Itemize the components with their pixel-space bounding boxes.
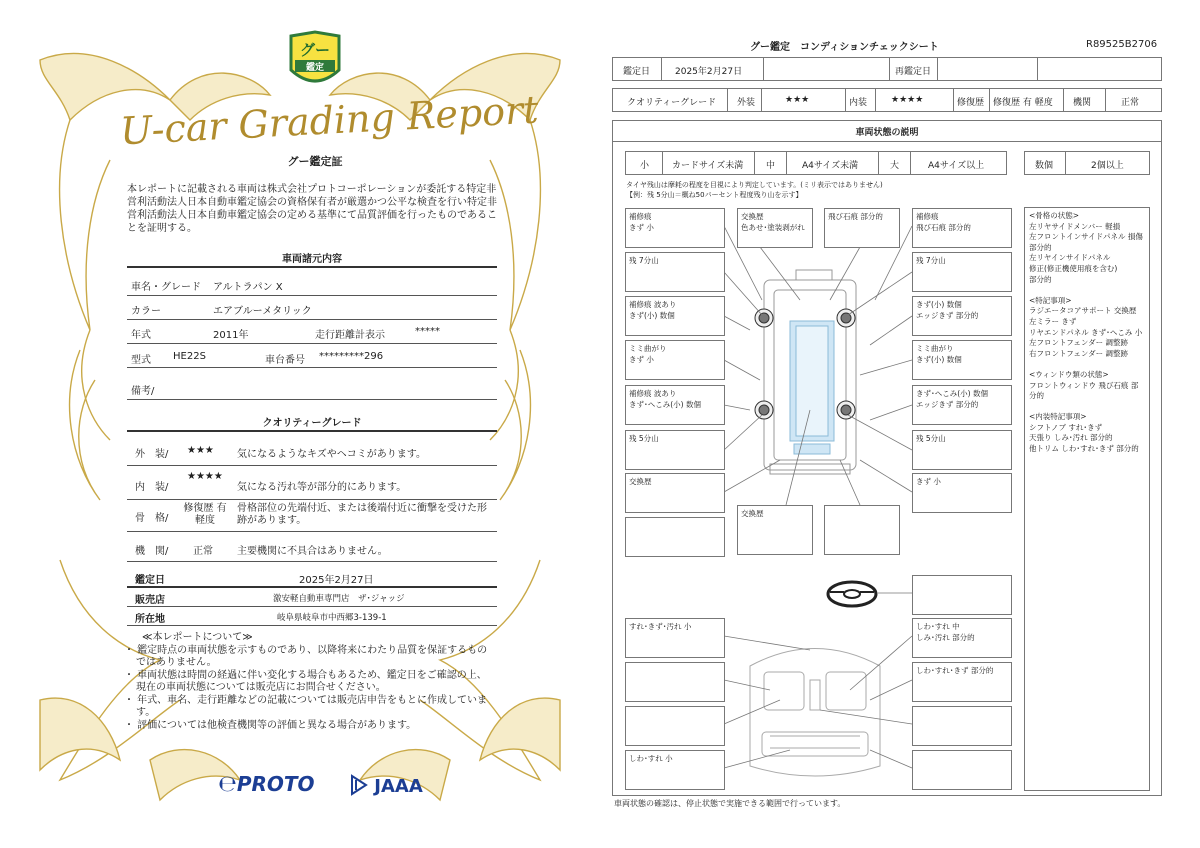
note-box-tire-front-right: 残 7分山 xyxy=(912,252,1012,292)
side-note-line: 天張り しみ･汚れ 部分的 xyxy=(1029,433,1113,443)
quality-engine-value: 正常 xyxy=(193,546,213,557)
note-box-right-rear: きず･へこみ(小) 数個 エッジきず 部分的 xyxy=(912,385,1012,425)
side-note-line: 部分的 xyxy=(1029,274,1052,284)
side-note-line: フロントウィンドウ 飛び石痕 部分的 xyxy=(1029,380,1139,401)
sheet-engine-label: 機関 xyxy=(1073,98,1092,108)
note-item: ・ 鑑定時点の車両状態を示すものであり、以降将来にわたり品質を保証するものではありません。 xyxy=(124,644,488,668)
sheet-footer: 車両状態の確認は、停止状態で実施できる範囲で行っています。 xyxy=(614,799,846,808)
side-note-line xyxy=(1029,285,1145,296)
quality-row-interior xyxy=(127,466,497,500)
quality-exterior-desc: 気になるようなキズやヘコミがあります。 xyxy=(237,449,426,460)
note-box-tire-rear-right: 残 5分山 xyxy=(912,430,1012,470)
note-box-rear-empty xyxy=(824,505,900,555)
report-notes xyxy=(124,632,494,732)
quality-exterior-stars: ★★★ xyxy=(187,445,214,456)
svg-text:鑑定: 鑑定 xyxy=(305,63,325,73)
side-note-line: 左ミラー きず xyxy=(1029,316,1077,326)
note-box-front-center: 交換歴 色あせ･塗装剥がれ xyxy=(737,208,813,248)
side-note-line: 部分的 xyxy=(1029,242,1052,252)
location-row xyxy=(127,607,497,626)
spec-name-label: 車名・グレード xyxy=(131,282,201,293)
note-item: ・ 評価については他検査機関等の評価と異なる場合があります。 xyxy=(124,719,417,731)
note-box-front-right: 補修痕 飛び石痕 部分的 xyxy=(912,208,1012,248)
side-note-line xyxy=(1029,402,1145,413)
spec-year-label: 年式 xyxy=(131,330,151,341)
legend-count-desc: 2個以上 xyxy=(1091,161,1124,171)
note-box-tire-front-left: 残 7分山 xyxy=(625,252,725,292)
note-box-steering xyxy=(912,575,1012,615)
note-box-rear-left: 交換歴 xyxy=(625,473,725,513)
sheet-engine-value: 正常 xyxy=(1121,98,1140,108)
specs-section-title: 車両諸元内容 xyxy=(282,254,342,265)
sheet-interior-label: 内装 xyxy=(849,98,868,108)
quality-engine-desc: 主要機関に不具合はありません。 xyxy=(237,546,388,557)
note-box-interior-right-3 xyxy=(912,706,1012,746)
legend-large-desc: A4サイズ以上 xyxy=(928,161,985,171)
appraisal-date-label: 鑑定日 xyxy=(135,575,165,586)
spec-row-year xyxy=(127,320,497,344)
quality-interior-stars: ★★★★ xyxy=(187,471,223,482)
location-label: 所在地 xyxy=(135,614,165,625)
side-note-line: シフトノブ すれ･きず xyxy=(1029,422,1103,432)
spec-year-value: 2011年 xyxy=(213,330,249,341)
note-item: ・ 車両状態は時間の経過に伴い変化する場合もあるため、鑑定日をご確認の上、現在の車両状態については販売店にお問合せください。 xyxy=(124,669,487,693)
note-box-interior-front-right: しわ･すれ 中 しみ･汚れ 部分的 xyxy=(912,618,1012,658)
quality-divider xyxy=(127,430,497,432)
sheet-repair-label: 修復歴 xyxy=(957,98,985,108)
spec-row-model xyxy=(127,344,497,368)
jaaa-logo: JAAA xyxy=(350,774,423,797)
note-box-interior-right-2: しわ･すれ･きず 部分的 xyxy=(912,662,1012,702)
sheet-code: R89525B2706 xyxy=(1086,39,1158,50)
spec-model-value: HE22S xyxy=(173,351,206,362)
quality-row-exterior xyxy=(127,436,497,466)
quality-interior-label: 内 装/ xyxy=(135,482,169,493)
side-note-line: 左リヤサイドメンバー 軽損 xyxy=(1029,221,1121,231)
note-box-interior-rear-right xyxy=(912,750,1012,790)
sheet-exterior-value: ★★★ xyxy=(785,95,810,105)
quality-row-frame xyxy=(127,500,497,532)
note-box-left-sill: ミミ曲がり きず 小 xyxy=(625,340,725,380)
spec-mileage-value: ***** xyxy=(415,326,440,337)
note-box-right-sill: ミミ曲がり きず(小) 数個 xyxy=(912,340,1012,380)
side-note-line: ラジエータコアサポート 交換歴 xyxy=(1029,306,1137,316)
note-box-interior-front-left: すれ･きず･汚れ 小 xyxy=(625,618,725,658)
note-box-front-left: 補修痕 きず 小 xyxy=(625,208,725,248)
quality-section-title: クオリティーグレード xyxy=(262,418,362,429)
side-note-line: <骨格の状態> xyxy=(1029,211,1080,220)
tire-note-2: 【例：残 5分山＝概ね50パーセント程度残り山を示す】 xyxy=(626,191,803,199)
location-value: 岐阜県岐阜市中西郷3-139-1 xyxy=(277,613,387,623)
spec-model-label: 型式 xyxy=(131,355,151,366)
spec-color-value: エアブルーメタリック xyxy=(213,306,312,317)
side-note-line: 左フロントフェンダー 調整跡 xyxy=(1029,338,1128,348)
spec-chassis-label: 車台番号 xyxy=(265,355,305,366)
side-note-line: <ウィンドウ類の状態> xyxy=(1029,369,1109,379)
certificate-title: グー鑑定証 xyxy=(287,155,343,168)
dealer-value: 激安軽自動車専門店 ザ･ジャッジ xyxy=(273,594,405,604)
condition-notes-panel xyxy=(1024,207,1150,791)
certificate-statement: 本レポートに記載される車両は株式会社プロトコーポレーションが委託する特定非営利活動法人日本自動車鑑定協会の資格保有者が厳選かつ公平な検査を行い特定非営利活動法人日本自動車鑑定協会の定める基準にて品質評価を行ったものであることを証明する。 xyxy=(127,184,497,234)
side-note-line: 左リヤインサイドパネル xyxy=(1029,253,1111,263)
condition-title: 車両状態の説明 xyxy=(855,128,919,138)
note-box-windshield: 飛び石痕 部分的 xyxy=(824,208,900,248)
legend-small: 小 xyxy=(640,161,650,171)
side-note-line: <特記事項> xyxy=(1029,295,1072,305)
appraisal-date-row xyxy=(127,566,497,588)
quality-grade-label: クオリティーグレード xyxy=(627,98,717,108)
reappraisal-label: 再鑑定日 xyxy=(895,67,932,77)
sheet-title: グー鑑定 コンディションチェックシート xyxy=(750,42,939,53)
legend-medium: 中 xyxy=(766,161,776,171)
legend-count: 数個 xyxy=(1035,161,1054,171)
note-box-interior-left-3 xyxy=(625,706,725,746)
date-label: 鑑定日 xyxy=(623,67,651,77)
quality-frame-label: 骨 格/ xyxy=(135,513,169,524)
jaaa-mark-icon xyxy=(350,774,368,796)
sheet-repair-value: 修復歴 有 軽度 xyxy=(993,98,1053,108)
tire-note-1: タイヤ残山は摩耗の程度を目視により判定しています。(ミリ表示ではありません) xyxy=(626,181,883,189)
dealer-label: 販売店 xyxy=(135,595,165,606)
side-note-line: 他トリム しわ･すれ･きず 部分的 xyxy=(1029,444,1139,454)
side-note-line: 右フロントフェンダー 調整跡 xyxy=(1029,348,1128,358)
note-box-left-rear: 補修痕 波あり きず･へこみ(小) 数個 xyxy=(625,385,725,425)
note-item: ・ 年式、車名、走行距離などの記載については販売店申告をもとに作成しています。 xyxy=(124,694,487,718)
quality-row-engine xyxy=(127,532,497,562)
specs-divider xyxy=(127,266,497,268)
side-note-line: 修正(修正機使用痕を含む) xyxy=(1029,263,1118,273)
note-box-rear-right: きず 小 xyxy=(912,473,1012,513)
report-script-title: U-car Grading Report xyxy=(119,87,540,154)
quality-interior-desc: 気になる汚れ等が部分的にあります。 xyxy=(237,482,407,493)
note-box-right-fender: きず(小) 数個 エッジきず 部分的 xyxy=(912,296,1012,336)
note-box-left-fender: 補修痕 波あり きず(小) 数個 xyxy=(625,296,725,336)
spec-mileage-label: 走行距離計表示 xyxy=(315,330,385,341)
notes-title: ≪本レポートについて≫ xyxy=(142,632,253,643)
note-box-interior-rear-left: しわ･すれ 小 xyxy=(625,750,725,790)
proto-logo: ℮PROTO xyxy=(218,772,315,797)
quality-frame-value: 修復歴 有 軽度 xyxy=(183,503,227,526)
sheet-interior-value: ★★★★ xyxy=(891,95,924,105)
condition-check-sheet xyxy=(600,0,1200,848)
spec-chassis-value: *********296 xyxy=(319,351,384,362)
date-value: 2025年2月27日 xyxy=(675,67,743,77)
note-box-interior-left-2 xyxy=(625,662,725,702)
note-box-tire-rear-left: 残 5分山 xyxy=(625,430,725,470)
spec-row-color xyxy=(127,296,497,320)
side-note-line: リヤエンドパネル きず･へこみ 小 xyxy=(1029,327,1143,337)
spec-name-value: アルトラパン X xyxy=(213,282,283,293)
dealer-row xyxy=(127,588,497,607)
spec-row-name xyxy=(127,272,497,296)
sheet-exterior-label: 外装 xyxy=(737,98,756,108)
side-note-line: 左フロントインサイドパネル 損傷 xyxy=(1029,232,1143,242)
side-note-line xyxy=(1029,359,1145,370)
spec-remarks-label: 備考/ xyxy=(131,386,155,397)
note-box-rear-center: 交換歴 xyxy=(737,505,813,555)
goo-appraisal-badge xyxy=(286,30,344,92)
spec-row-remarks xyxy=(127,368,497,400)
quality-exterior-label: 外 装/ xyxy=(135,449,169,460)
legend-small-desc: カードサイズ未満 xyxy=(672,161,744,171)
legend-large: 大 xyxy=(890,161,900,171)
quality-frame-desc: 骨格部位の先端付近、または後端付近に衝撃を受けた形跡があります。 xyxy=(237,503,487,526)
appraisal-date-value: 2025年2月27日 xyxy=(299,575,374,586)
note-box-empty xyxy=(625,517,725,557)
spec-color-label: カラー xyxy=(131,306,161,317)
svg-text:グー: グー xyxy=(299,41,331,59)
quality-engine-label: 機 関/ xyxy=(135,546,169,557)
side-note-line: <内装特記事項> xyxy=(1029,412,1087,422)
legend-medium-desc: A4サイズ未満 xyxy=(802,161,859,171)
